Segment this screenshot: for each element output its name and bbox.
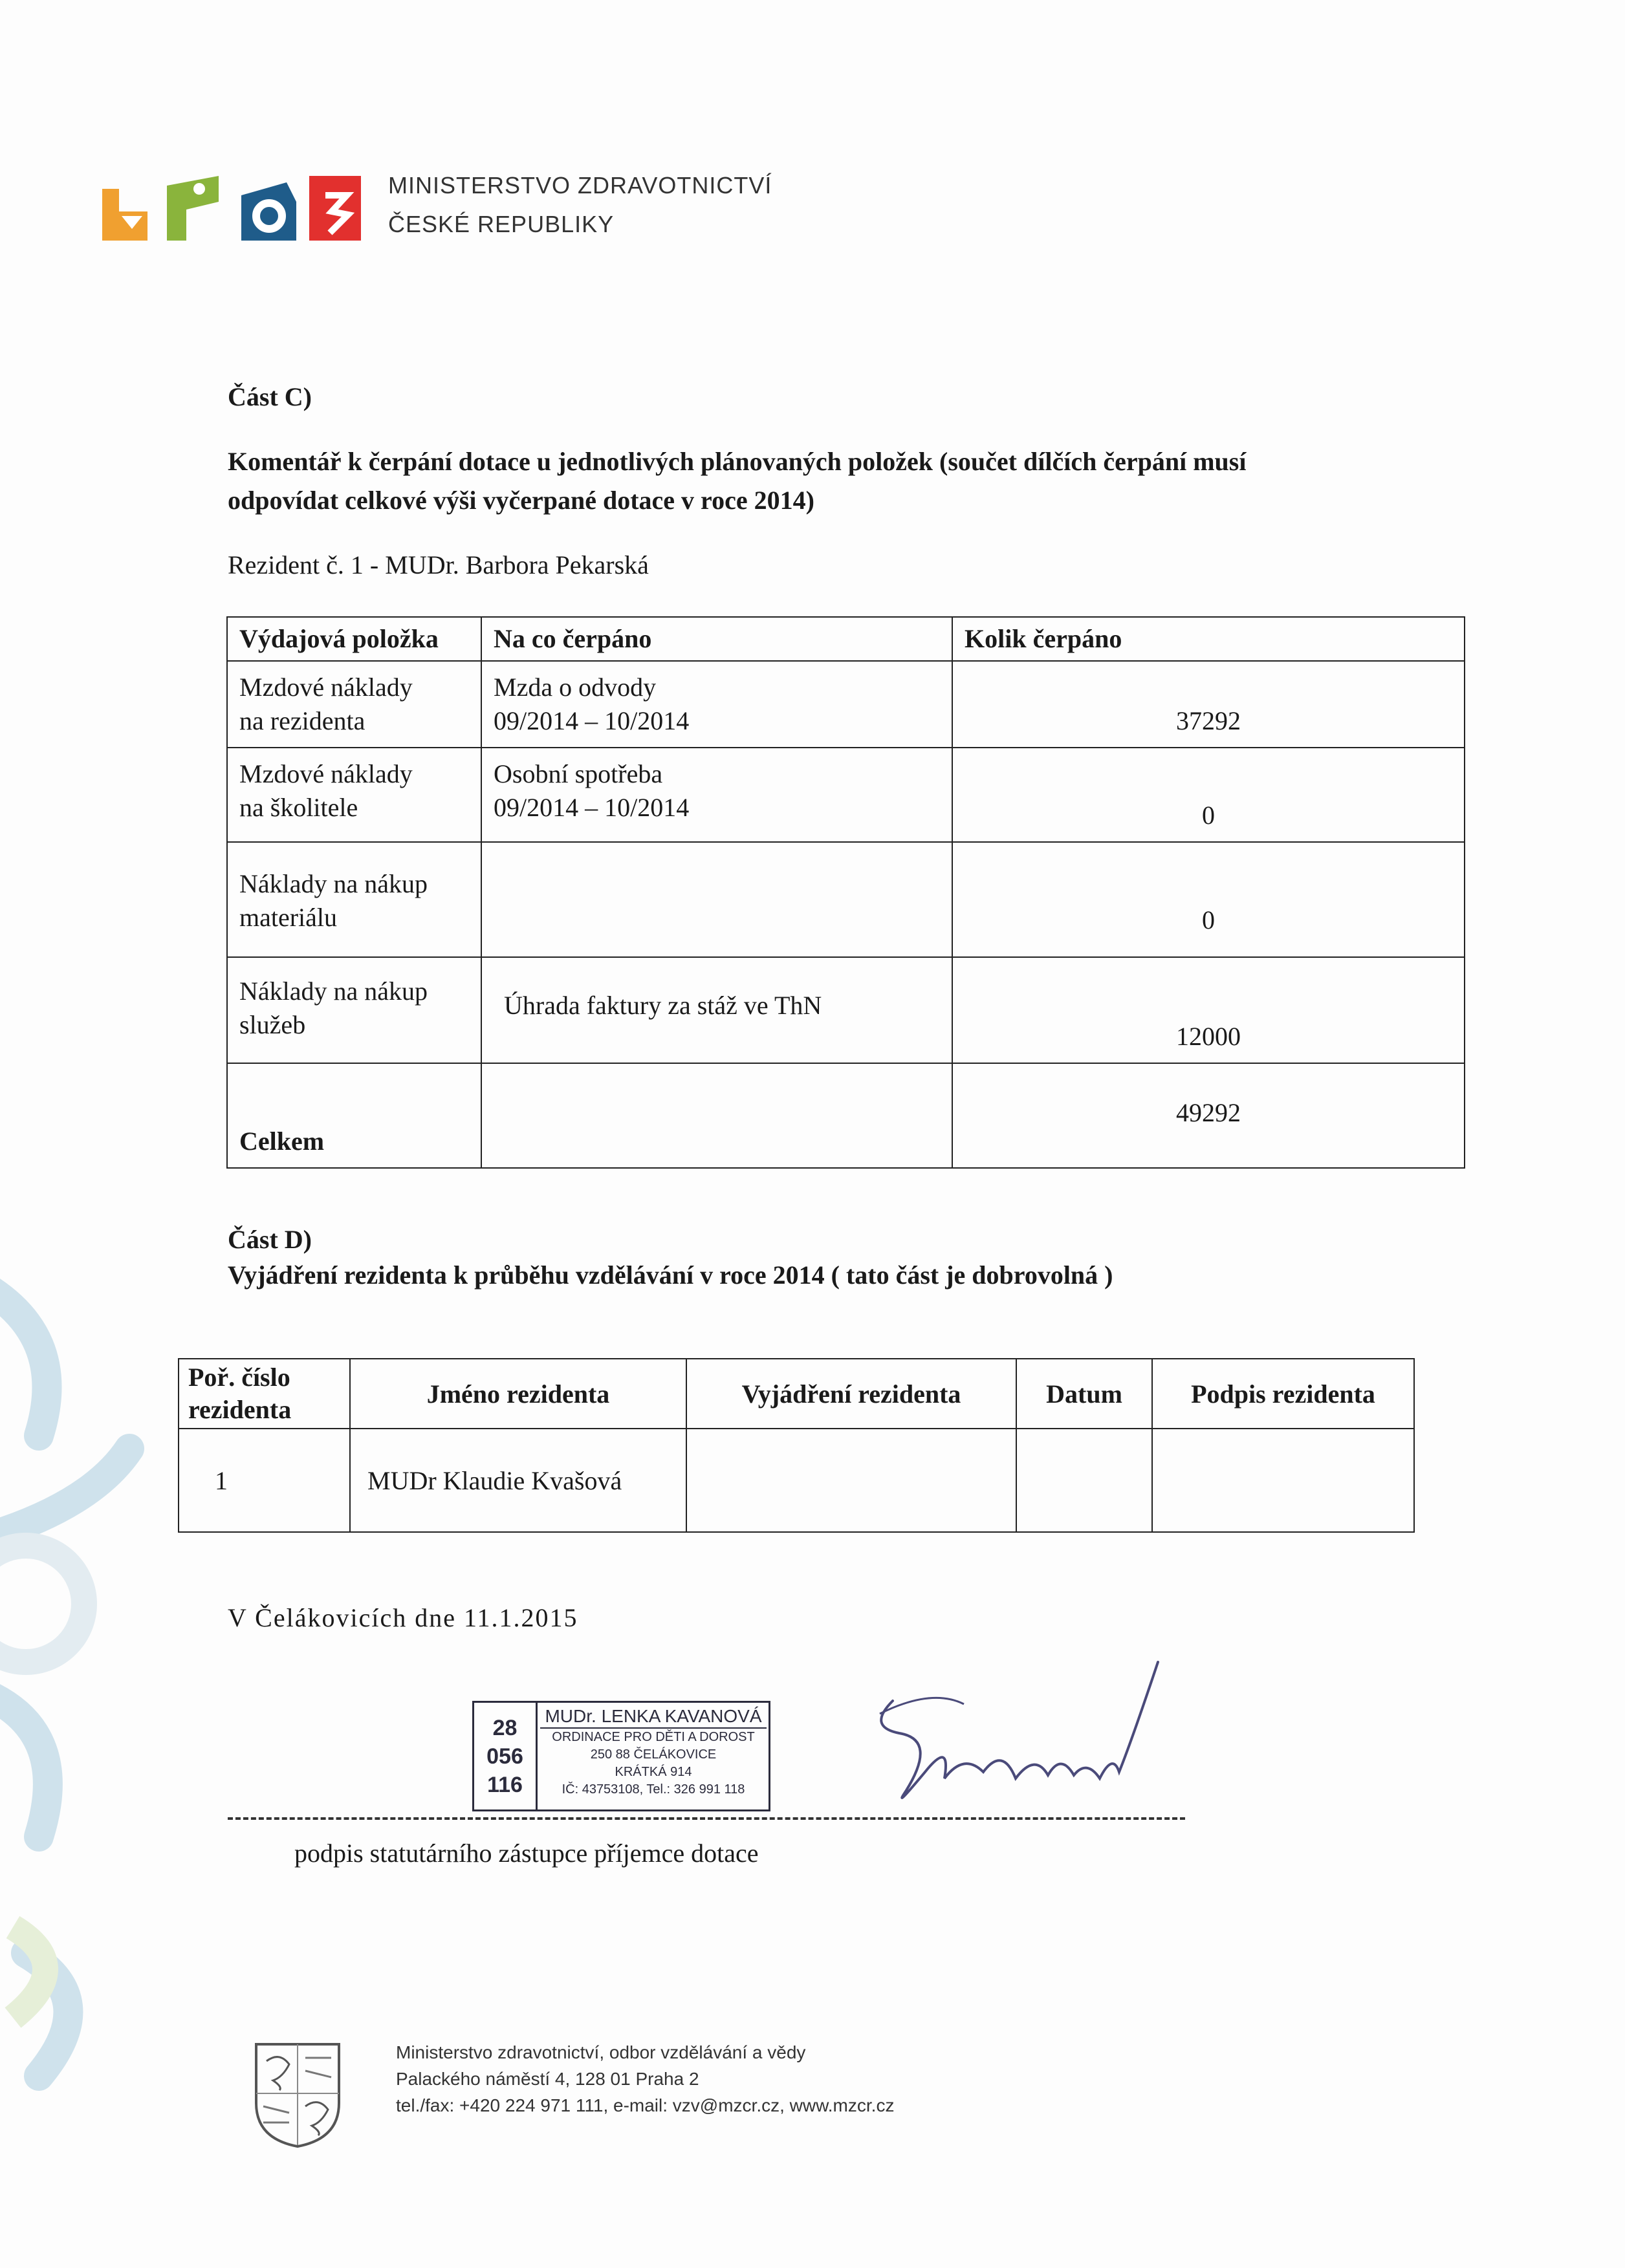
resident-statement-cell bbox=[686, 1429, 1016, 1532]
amount-cell: 0 bbox=[952, 748, 1465, 842]
expense-item-line2: na rezidenta bbox=[239, 706, 365, 735]
expense-item-line1: Mzdové náklady bbox=[239, 759, 413, 788]
part-d-title: Část D) bbox=[228, 1225, 312, 1254]
footer-department: Ministerstvo zdravotnictví, odbor vzdělávání a vědy bbox=[396, 2042, 806, 2062]
resident-number-cell: 1 bbox=[179, 1429, 350, 1532]
header-resident-number-line1: Poř. číslo bbox=[188, 1363, 290, 1392]
table-row bbox=[227, 748, 1465, 842]
stamp-line4: IČ: 43753108, Tel.: 326 991 118 bbox=[562, 1782, 745, 1797]
expense-item-line1: Náklady na nákup bbox=[239, 977, 428, 1006]
expense-item-line2: na školitele bbox=[239, 793, 358, 822]
expense-item-line1: Mzdové náklady bbox=[239, 673, 413, 702]
purpose-line2: 09/2014 – 10/2014 bbox=[494, 706, 690, 735]
amount-cell: 12000 bbox=[952, 957, 1465, 1063]
office-stamp bbox=[472, 1701, 770, 1811]
logo-orange-tile bbox=[102, 189, 147, 241]
expense-item-cell bbox=[227, 748, 481, 842]
footer-contact: tel./fax: +420 224 971 111, e-mail: vzv@mzcr.cz, www.mzcr.cz bbox=[396, 2095, 895, 2115]
decorative-watermark bbox=[0, 1203, 168, 2212]
handwritten-signature bbox=[854, 1643, 1190, 1811]
purpose-line1: Úhrada faktury za stáž ve ThN bbox=[504, 991, 822, 1020]
statement-table-header bbox=[179, 1359, 1414, 1429]
table-row bbox=[227, 957, 1465, 1063]
ministry-name-line2: ČESKÉ REPUBLIKY bbox=[388, 211, 615, 237]
table-row-total bbox=[227, 1063, 1465, 1168]
header-expense-item: Výdajová položka bbox=[227, 617, 481, 661]
signature-line bbox=[228, 1817, 1185, 1820]
resident-line: Rezident č. 1 - MUDr. Barbora Pekarská bbox=[228, 550, 649, 579]
header-purpose: Na co čerpáno bbox=[481, 617, 952, 661]
part-c-comment-line2: odpovídat celkové výši vyčerpané dotace v roce 2014) bbox=[228, 486, 814, 515]
stamp-doctor-name: MUDr. LENKA KAVANOVÁ bbox=[540, 1705, 767, 1729]
stamp-numbers bbox=[474, 1703, 538, 1809]
resident-name-cell: MUDr Klaudie Kvašová bbox=[350, 1429, 686, 1532]
resident-signature-cell bbox=[1152, 1429, 1414, 1532]
place-and-date: V Čelákovicích dne 11.1.2015 bbox=[228, 1603, 578, 1632]
expense-item-cell bbox=[227, 842, 481, 957]
stamp-number-1: 28 bbox=[492, 1715, 518, 1740]
table-row bbox=[227, 842, 1465, 957]
ministry-name-line1: MINISTERSTVO ZDRAVOTNICTVÍ bbox=[388, 172, 772, 199]
table-row bbox=[179, 1429, 1414, 1532]
logo-red-tile bbox=[309, 176, 361, 241]
stamp-number-2: 056 bbox=[486, 1744, 523, 1769]
stamp-text bbox=[540, 1705, 767, 1798]
expense-item-cell bbox=[227, 957, 481, 1063]
table-row bbox=[227, 661, 1465, 748]
total-label: Celkem bbox=[227, 1063, 481, 1168]
date-cell bbox=[1016, 1429, 1152, 1532]
logo-blue-tile bbox=[241, 182, 296, 241]
header-resident-name: Jméno rezidenta bbox=[350, 1359, 686, 1429]
signatory-label: podpis statutárního zástupce příjemce dotace bbox=[294, 1839, 759, 1868]
header-resident-number-line2: rezidenta bbox=[188, 1395, 292, 1424]
stamp-line1: ORDINACE PRO DĚTI A DOROST bbox=[552, 1730, 755, 1744]
header-date: Datum bbox=[1016, 1359, 1152, 1429]
purpose-cell bbox=[481, 957, 952, 1063]
part-d-description: Vyjádření rezidenta k průběhu vzdělávání v roce 2014 ( tato část je dobrovolná ) bbox=[228, 1260, 1113, 1290]
resident-statement-table bbox=[178, 1358, 1415, 1533]
expense-item-line2: materiálu bbox=[239, 903, 338, 932]
header-amount: Kolik čerpáno bbox=[952, 617, 1465, 661]
part-c-title: Část C) bbox=[228, 382, 312, 411]
ministry-logo bbox=[102, 176, 361, 241]
amount-cell: 37292 bbox=[952, 661, 1465, 748]
expense-table-header bbox=[227, 617, 1465, 661]
total-amount: 49292 bbox=[952, 1063, 1465, 1168]
purpose-line1: Osobní spotřeba bbox=[494, 759, 663, 788]
footer-address: Palackého náměstí 4, 128 01 Praha 2 bbox=[396, 2069, 699, 2089]
stamp-line3: KRÁTKÁ 914 bbox=[615, 1765, 692, 1779]
logo-green-tile bbox=[167, 176, 219, 241]
coat-of-arms-icon bbox=[254, 2042, 342, 2148]
purpose-cell bbox=[481, 748, 952, 842]
purpose-line2: 09/2014 – 10/2014 bbox=[494, 793, 690, 822]
stamp-number-3: 116 bbox=[487, 1772, 523, 1797]
total-purpose-cell bbox=[481, 1063, 952, 1168]
header-resident-statement: Vyjádření rezidenta bbox=[686, 1359, 1016, 1429]
purpose-cell bbox=[481, 842, 952, 957]
header-resident-signature: Podpis rezidenta bbox=[1152, 1359, 1414, 1429]
stamp-line2: 250 88 ČELÁKOVICE bbox=[590, 1747, 717, 1762]
expense-item-line2: služeb bbox=[239, 1010, 306, 1039]
expense-table bbox=[226, 616, 1465, 1169]
header-resident-number bbox=[179, 1359, 350, 1429]
purpose-cell bbox=[481, 661, 952, 748]
expense-item-line1: Náklady na nákup bbox=[239, 869, 428, 898]
purpose-line1: Mzda o odvody bbox=[494, 673, 657, 702]
amount-cell: 0 bbox=[952, 842, 1465, 957]
expense-item-cell bbox=[227, 661, 481, 748]
part-c-comment-line1: Komentář k čerpání dotace u jednotlivých plánovaných položek (součet dílčích čerpání musí bbox=[228, 447, 1247, 476]
